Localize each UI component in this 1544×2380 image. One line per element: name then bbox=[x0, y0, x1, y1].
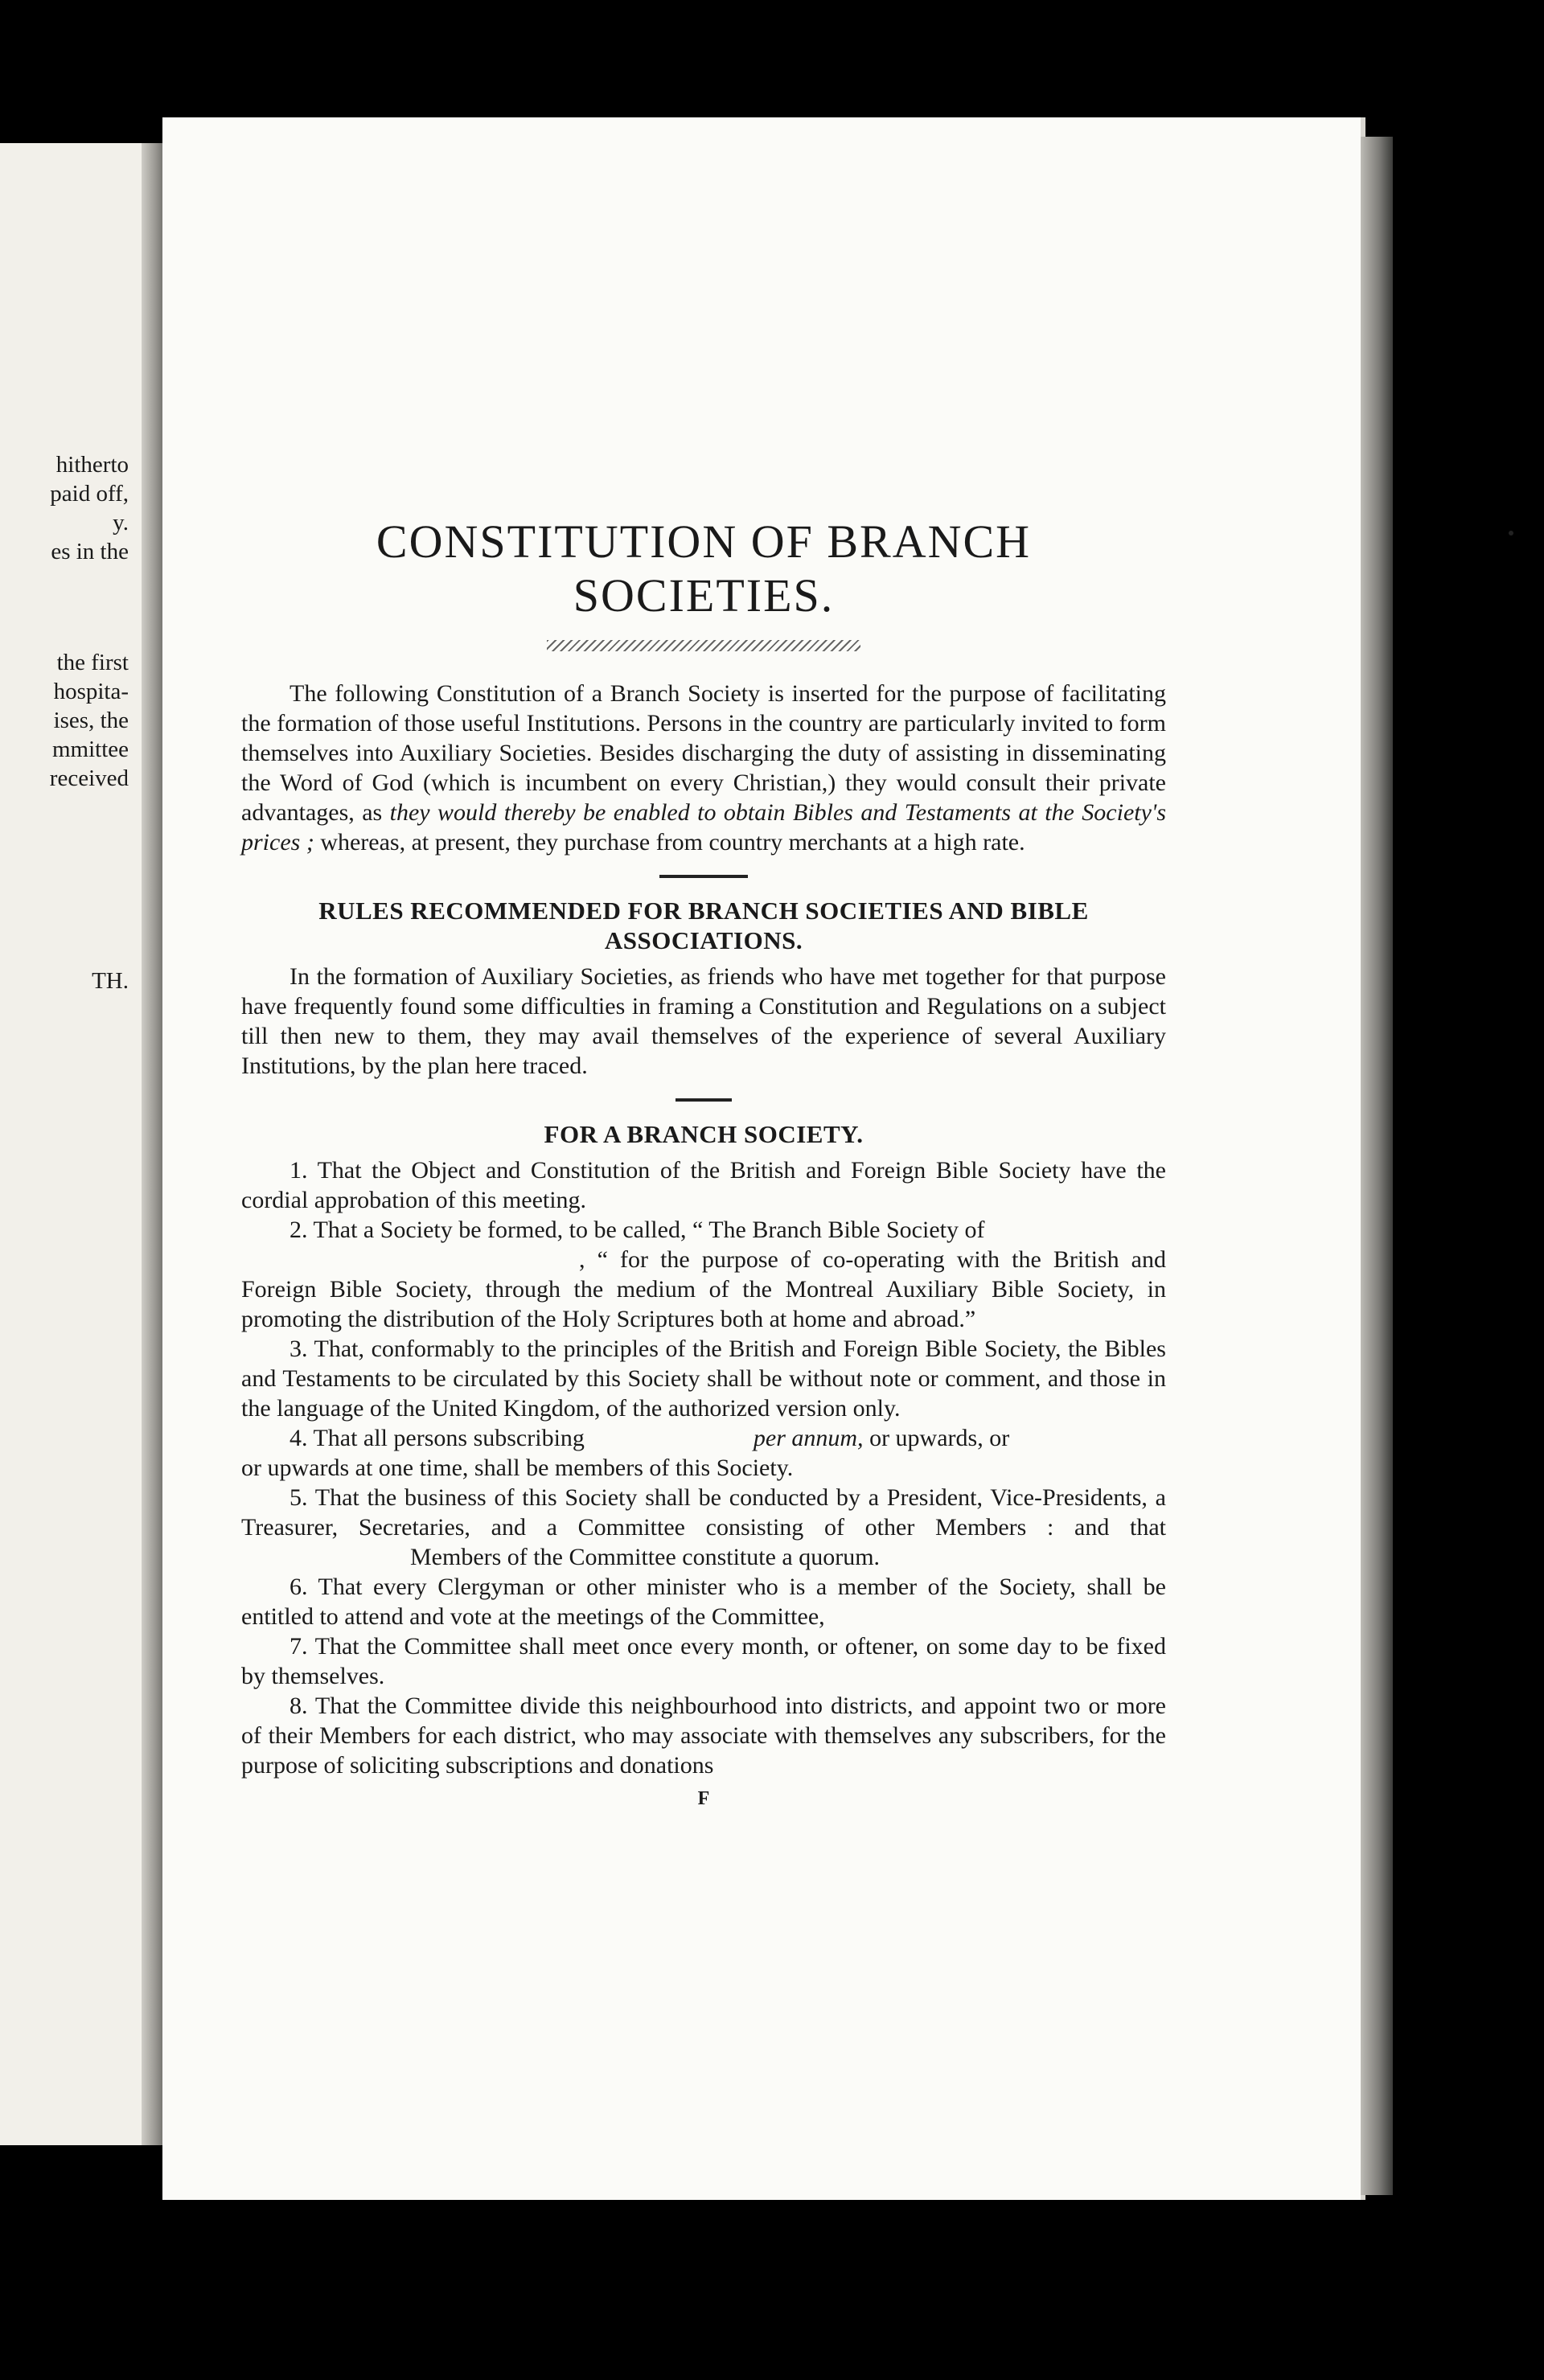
intro-paragraph bbox=[241, 679, 1166, 857]
left-facing-page bbox=[0, 143, 153, 2145]
left-fragment: TH. bbox=[92, 968, 129, 994]
left-fragment: paid off, bbox=[50, 481, 129, 507]
intro-text-end: whereas, at present, they purchase from country merchants at a high rate. bbox=[314, 829, 1025, 856]
rule-2 bbox=[241, 1215, 1166, 1334]
intro-text: The following Constitution of a Branch Society is inserted for the purpose of facilitating the formation of those useful Institutions. Persons in the country are particularly invited to form themselves into Auxiliary Societies. Besides discharging the duty of assisting in disseminating the Word of God (which is incumbent on every Christian,) they would consult their private advantages, as bbox=[241, 680, 1166, 826]
left-fragment: hospita- bbox=[53, 679, 129, 704]
left-fragment: hitherto bbox=[55, 452, 129, 478]
page-content bbox=[241, 515, 1166, 1810]
rule-2-text: 2. That a Society be formed, to be called, “ The Branch Bible Society of bbox=[290, 1217, 985, 1243]
rule-1: 1. That the Object and Constitution of the British and Foreign Bible Society have the cordial approbation of this meeting. bbox=[241, 1157, 1166, 1213]
rule-4-text: 4. That all persons subscribing bbox=[290, 1425, 585, 1451]
rule-5 bbox=[241, 1483, 1166, 1572]
left-fragment: received bbox=[49, 765, 129, 791]
rule-7: 7. That the Committee shall meet once every month, or oftener, on some day to be fixed by themselves. bbox=[241, 1633, 1166, 1689]
rule-3: 3. That, conformably to the principles of the British and Foreign Bible Society, the Bibles and Testaments to be circulated by this Society shall be without note or comment, and those in the language of the United Kingdom, of the authorized version only. bbox=[241, 1336, 1166, 1422]
rules-heading: RULES RECOMMENDED FOR BRANCH SOCIETIES AND BIBLE ASSOCIATIONS. bbox=[318, 897, 1089, 954]
intro-italic: they would thereby be enabled to obtain Bibles and Testaments at the Society's prices ; bbox=[241, 799, 1166, 856]
rule-4-text-mid: or upwards, or bbox=[863, 1425, 1010, 1451]
left-fragment: es in the bbox=[51, 539, 129, 564]
rule-2-text-cont: , “ for the purpose of co-operating with the British and Foreign Bible Society, through the medium of the Montreal Auxiliary Bible Society, in promoting the distribution of the Holy Scriptures both at home and abroad.” bbox=[241, 1246, 1166, 1332]
rule-5-text: 5. That the business of this Society shall be conducted by a President, Vice-Presidents, a Treasurer, Secretaries, and a Committee consisting of other Members : and that bbox=[241, 1484, 1166, 1541]
rule-8: 8. That the Committee divide this neighbourhood into districts, and appoint two or more of their Members for each district, who may associate with themselves any subscribers, for the purpose of soliciting subscriptions and donations bbox=[241, 1693, 1166, 1779]
rule-5-text-end: Members of the Committee constitute a quorum. bbox=[410, 1544, 881, 1570]
rule-4 bbox=[241, 1423, 1166, 1483]
left-fragment: y. bbox=[113, 510, 129, 536]
rule-6: 6. That every Clergyman or other minister who is a member of the Society, shall be entitled to attend and vote at the meetings of the Committee, bbox=[241, 1574, 1166, 1630]
page-edge-shadow bbox=[1361, 137, 1393, 2195]
branch-heading: FOR A BRANCH SOCIETY. bbox=[544, 1120, 864, 1148]
left-fragment: the first bbox=[56, 650, 129, 675]
stray-dot bbox=[1509, 531, 1513, 536]
rule-4-italic: per annum, bbox=[753, 1425, 864, 1451]
section-rule bbox=[676, 1098, 732, 1102]
title-ornament bbox=[547, 640, 860, 651]
signature-mark: F bbox=[697, 1788, 710, 1809]
left-fragment: mmittee bbox=[51, 737, 129, 762]
section-rule bbox=[659, 875, 748, 878]
rule-4-text-end: or upwards at one time, shall be members of this Society. bbox=[241, 1455, 794, 1481]
left-fragment: ises, the bbox=[53, 708, 129, 733]
page-title: CONSTITUTION OF BRANCH SOCIETIES. bbox=[376, 515, 1032, 622]
rules-intro: In the formation of Auxiliary Societies, as friends who have met together for that purpose have frequently found some difficulties in framing a Constitution and Regulations on a subject till then new to them, they may avail themselves of the experience of several Auxiliary Institutions, by the plan here traced. bbox=[241, 963, 1166, 1079]
